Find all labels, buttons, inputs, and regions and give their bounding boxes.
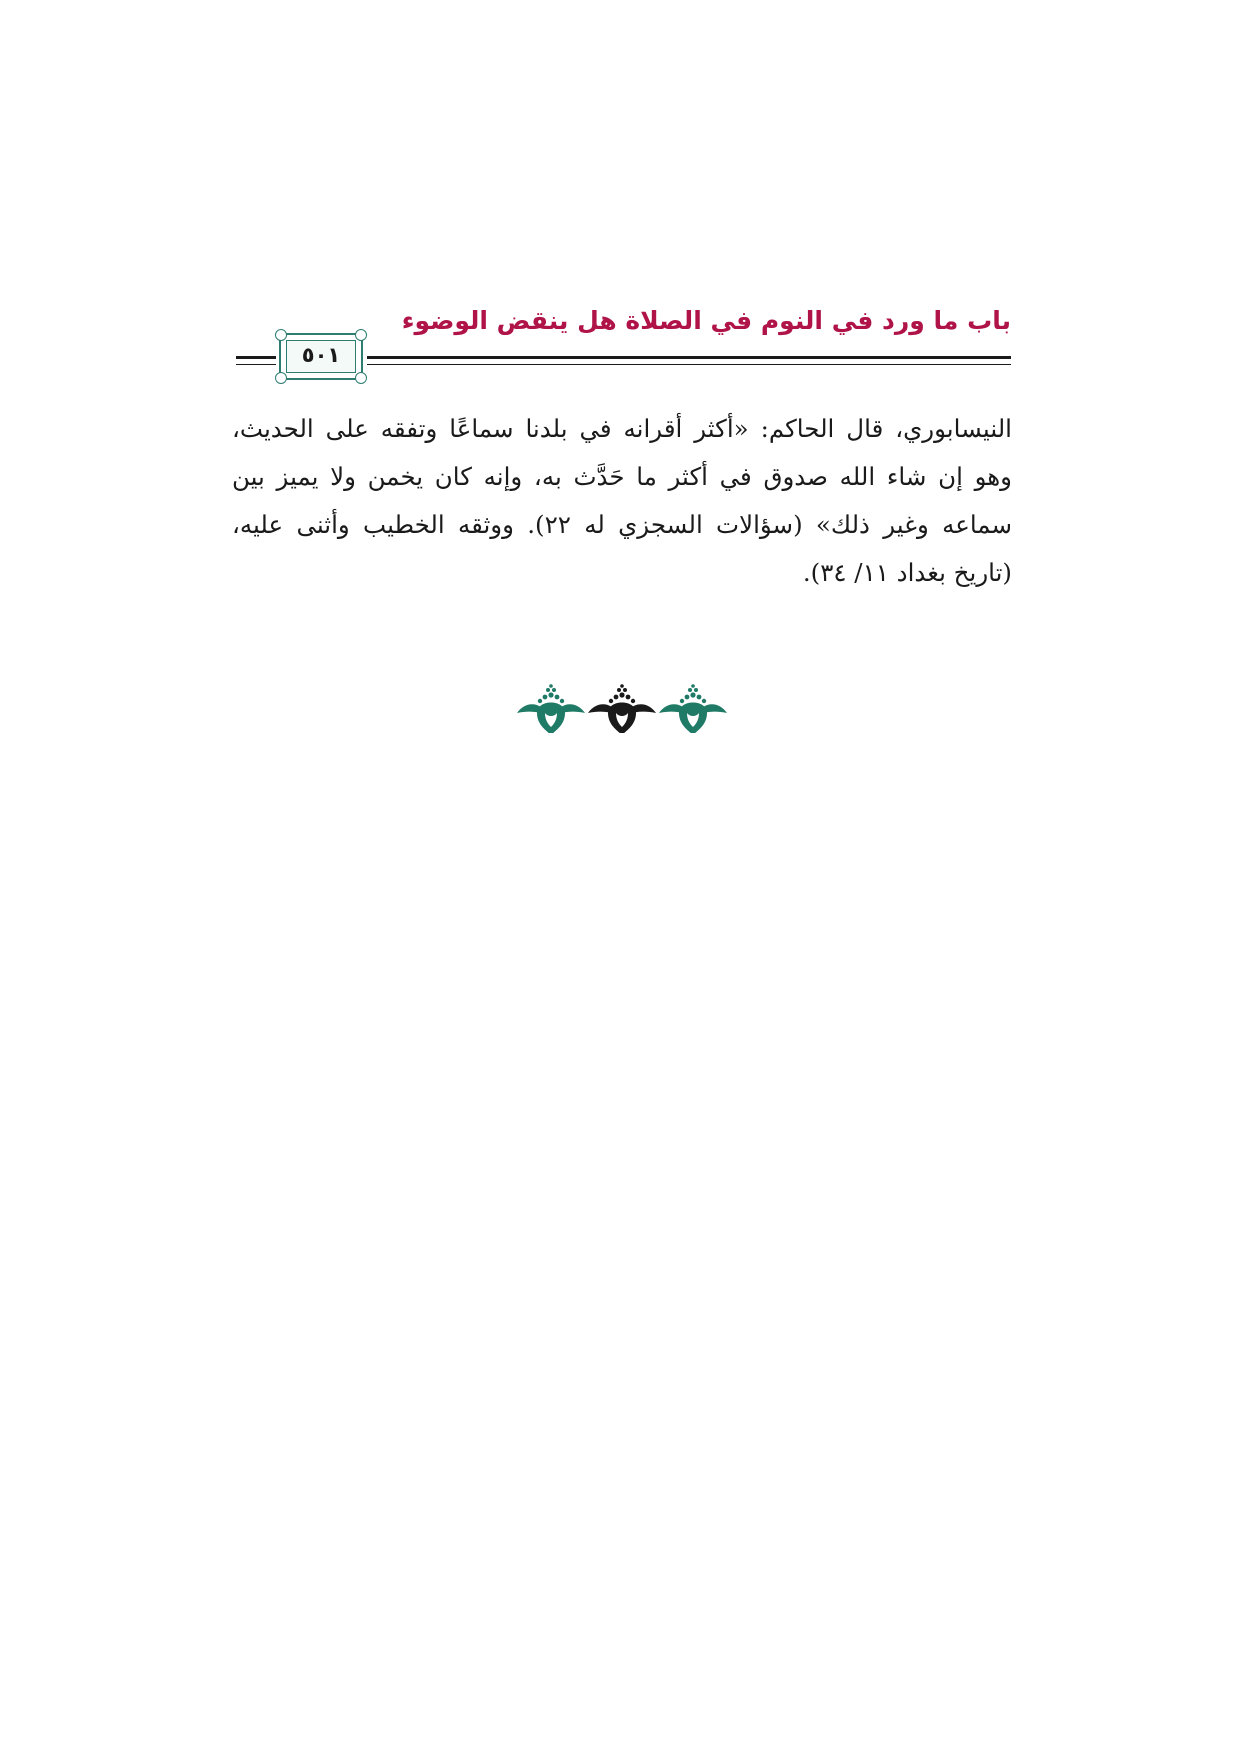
frame-corner-ornament-icon [275,372,287,384]
page-number-frame [279,333,363,380]
frame-corner-ornament-icon [355,329,367,341]
floral-divider-icon [515,683,730,733]
frame-corner-ornament-icon [275,329,287,341]
flower-left-icon [517,684,585,733]
header-rule-right [367,356,1011,359]
frame-corner-ornament-icon [355,372,367,384]
flower-right-icon [659,684,727,733]
flower-center-icon [588,684,656,733]
body-text [232,405,1012,597]
page-header [236,292,1011,388]
page-number: ٥٠١ [301,343,341,367]
text-line: سماعه وغير ذلك» (سؤالات السجزي له ٢٢). ووثقه الخطيب وأثنى عليه، [232,510,1012,539]
text-line: وهو إن شاء الله صدوق في أكثر ما حَدَّث به، وإنه كان يخمن ولا يميز بين [232,462,1012,491]
text-line: (تاريخ بغداد ١١/ ٣٤). [802,558,1012,587]
chapter-title: باب ما ورد في النوم في الصلاة هل ينقض الوضوء [401,306,1011,335]
text-line: النيسابوري، قال الحاكم: «أكثر أقرانه في بلدنا سماعًا وتفقه على الحديث، [232,414,1012,443]
header-rule-left [236,356,276,359]
